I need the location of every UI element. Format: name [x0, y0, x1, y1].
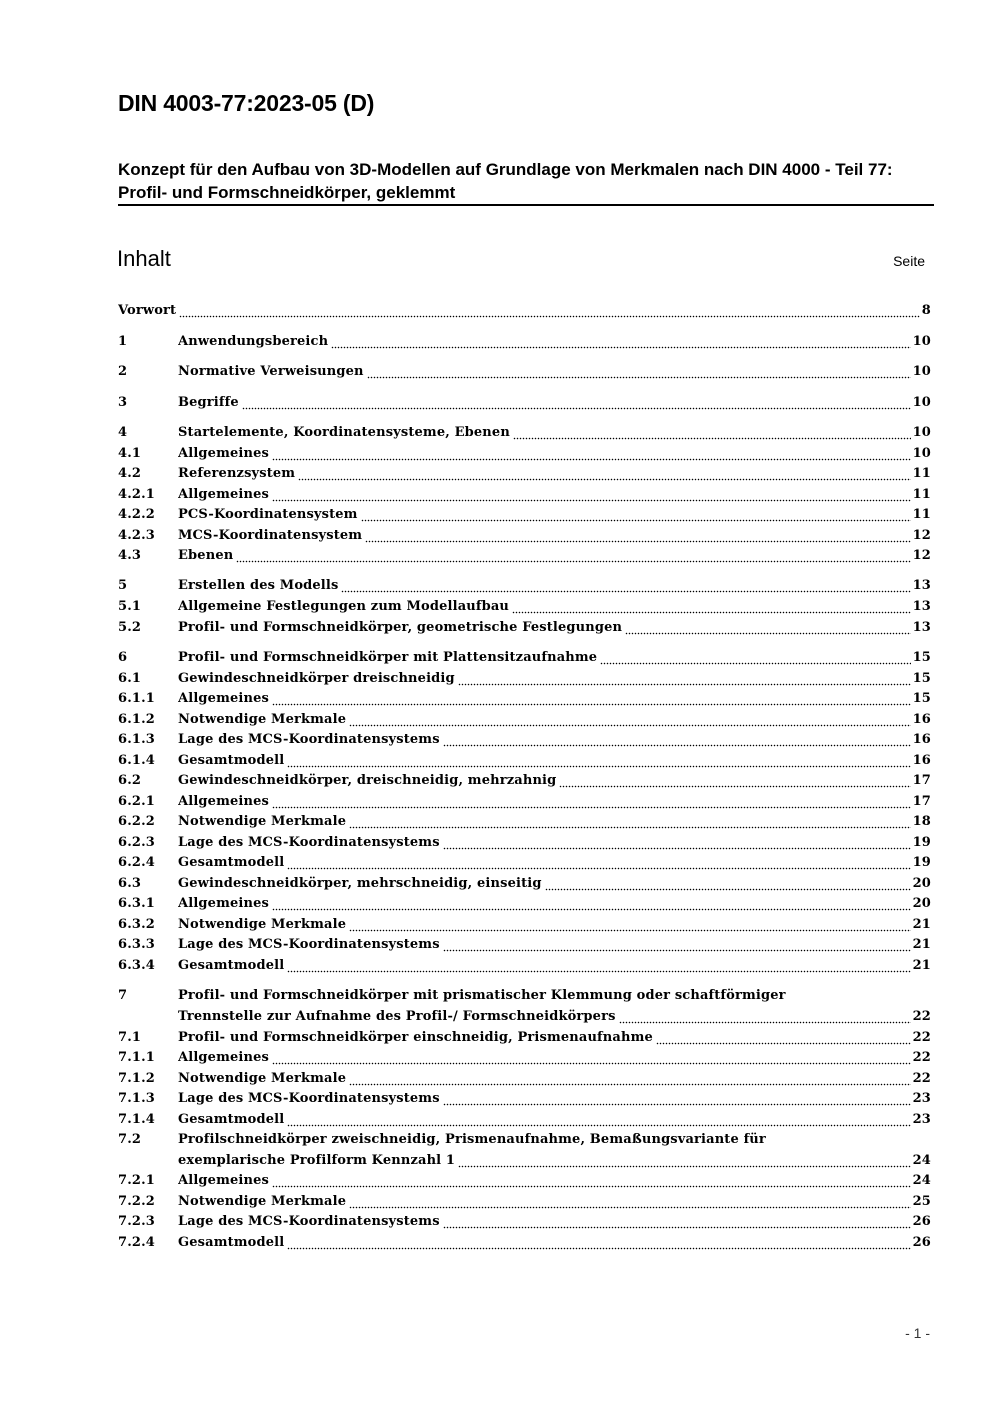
- toc-entry-number: 7.1.3: [118, 1091, 155, 1106]
- leader-dots: [287, 853, 910, 874]
- toc-entry-page: 22: [912, 1050, 931, 1065]
- toc-entry-number: 4.2: [118, 466, 142, 481]
- toc-entry[interactable]: [118, 1069, 931, 1090]
- toc-entry-title: Gesamtmodell: [178, 1235, 285, 1250]
- toc-entry[interactable]: [118, 485, 931, 506]
- toc-entry[interactable]: [118, 301, 931, 322]
- toc-page-column-label: Seite: [893, 253, 925, 269]
- leader-dots: [365, 526, 910, 547]
- leader-dots: [513, 423, 911, 444]
- leader-dots: [349, 1069, 910, 1090]
- leader-dots: [349, 710, 910, 731]
- toc-entry-number: 7.1.4: [118, 1112, 155, 1127]
- toc-entry-number: 4.2.3: [118, 528, 155, 543]
- toc-entry-title: Profil- und Formschneidkörper einschneidig, Prismenaufnahme: [178, 1030, 653, 1045]
- toc-entry-page: 12: [912, 528, 931, 543]
- toc-entry-number: 6.3.2: [118, 917, 155, 932]
- document-id: DIN 4003-77:2023-05 (D): [118, 90, 375, 116]
- toc-entry[interactable]: [118, 669, 931, 690]
- toc-entry-number: 4.2.1: [118, 487, 155, 502]
- toc-entry[interactable]: [118, 576, 931, 597]
- toc-entry-title: Notwendige Merkmale: [178, 814, 347, 829]
- toc-entry-title: Notwendige Merkmale: [178, 712, 347, 727]
- leader-dots: [600, 648, 910, 669]
- leader-dots: [242, 393, 911, 414]
- toc-entry-page: 23: [912, 1091, 931, 1106]
- toc-entry-number: 6.2.4: [118, 855, 155, 870]
- leader-dots: [272, 1048, 911, 1069]
- toc-entry-page: 13: [912, 620, 931, 635]
- toc-entry-title: Startelemente, Koordinatensysteme, Ebenen: [178, 425, 510, 440]
- toc-entry-title: Lage des MCS-Koordinatensystems: [178, 732, 440, 747]
- toc-entry-title: Gesamtmodell: [178, 1112, 285, 1127]
- toc-entry-page: 15: [912, 650, 931, 665]
- toc-entry-number: 6.2: [118, 773, 142, 788]
- toc-entry-page: 16: [912, 732, 931, 747]
- toc-entry-number: 7.1.2: [118, 1071, 155, 1086]
- toc-entry-number: 6.2.2: [118, 814, 155, 829]
- toc-entry-title: Notwendige Merkmale: [178, 1194, 347, 1209]
- toc-entry[interactable]: [118, 1048, 931, 1069]
- document-title: Konzept für den Aufbau von 3D-Modellen auf Grundlage von Merkmalen nach DIN 4000 - Teil 77: Profil- und Formschneidkörper, geklemmt: [118, 160, 893, 202]
- toc-entry[interactable]: [118, 956, 931, 977]
- toc-entry-title: Lage des MCS-Koordinatensystems: [178, 1091, 440, 1106]
- toc-entry-number: 2: [118, 364, 128, 379]
- toc-entry[interactable]: [118, 710, 931, 731]
- toc-entry[interactable]: [118, 689, 931, 710]
- page-number: - 1 -: [905, 1325, 930, 1341]
- toc-entry-title: Vorwort: [118, 303, 177, 318]
- toc-entry[interactable]: [118, 894, 931, 915]
- toc-entry-page: 20: [912, 896, 931, 911]
- leader-dots: [361, 505, 911, 526]
- toc-entry-page: 11: [912, 507, 931, 522]
- leader-dots: [559, 771, 910, 792]
- toc-entry[interactable]: [118, 444, 931, 465]
- toc-entry-number: 6.1.2: [118, 712, 155, 727]
- toc-entry-title: Erstellen des Modells: [178, 578, 339, 593]
- leader-dots: [349, 915, 910, 936]
- leader-dots: [287, 1233, 910, 1254]
- toc-entry[interactable]: [118, 526, 931, 547]
- toc-entry[interactable]: [118, 362, 931, 383]
- toc-entry-title: MCS-Koordinatensystem: [178, 528, 363, 543]
- toc-entry-title: Allgemeines: [178, 487, 269, 502]
- leader-dots: [443, 1089, 911, 1110]
- leader-dots: [272, 894, 911, 915]
- toc-entry[interactable]: [118, 833, 931, 854]
- table-of-contents: [118, 0, 931, 1403]
- leader-dots: [272, 444, 911, 465]
- toc-entry-page: 25: [912, 1194, 931, 1209]
- leader-dots: [458, 669, 911, 690]
- toc-entry-page: 23: [912, 1112, 931, 1127]
- toc-entry-title: Profilschneidkörper zweischneidig, Prismenaufnahme, Bemaßungsvariante für: [178, 1132, 766, 1147]
- toc-entry-number: 4.3: [118, 548, 142, 563]
- toc-entry-title: Allgemeines: [178, 1050, 269, 1065]
- toc-entry-number: 7.1.1: [118, 1050, 155, 1065]
- toc-entry-number: 6.1: [118, 671, 142, 686]
- toc-entry[interactable]: [118, 1233, 931, 1254]
- toc-entry[interactable]: [118, 935, 931, 956]
- toc-entry-number: 6.3.3: [118, 937, 155, 952]
- toc-entry[interactable]: [118, 1110, 931, 1131]
- leader-dots: [341, 576, 910, 597]
- toc-entry-title: Gesamtmodell: [178, 958, 285, 973]
- toc-entry[interactable]: [118, 771, 931, 792]
- toc-entry-page: 10: [912, 446, 931, 461]
- toc-entry[interactable]: [118, 915, 931, 936]
- toc-entry[interactable]: [118, 648, 931, 669]
- toc-entry-number: 4.2.2: [118, 507, 155, 522]
- leader-dots: [287, 1110, 910, 1131]
- leader-dots: [443, 833, 911, 854]
- toc-entry-number: 7.1: [118, 1030, 142, 1045]
- toc-entry[interactable]: [118, 874, 931, 895]
- toc-entry-page: 20: [912, 876, 931, 891]
- toc-entry-page: 16: [912, 712, 931, 727]
- toc-entry-page: 11: [912, 487, 931, 502]
- toc-entry-page: 22: [912, 1008, 931, 1024]
- leader-dots: [179, 301, 920, 322]
- leader-dots: [272, 485, 911, 506]
- toc-entry-page: 21: [912, 958, 931, 973]
- toc-entry-page: 21: [912, 937, 931, 952]
- toc-entry-title: Lage des MCS-Koordinatensystems: [178, 937, 440, 952]
- leader-dots: [619, 1007, 911, 1028]
- toc-entry-page: 22: [912, 1030, 931, 1045]
- toc-entry-title: Allgemeines: [178, 896, 269, 911]
- toc-entry-number: 5: [118, 578, 128, 593]
- toc-entry-title: Lage des MCS-Koordinatensystems: [178, 835, 440, 850]
- leader-dots: [272, 792, 911, 813]
- toc-entry[interactable]: [118, 751, 931, 772]
- leader-dots: [443, 730, 911, 751]
- leader-dots: [349, 812, 910, 833]
- toc-entry-page: 10: [912, 395, 931, 410]
- toc-entry-title: Notwendige Merkmale: [178, 917, 347, 932]
- toc-entry-title: Allgemeines: [178, 794, 269, 809]
- leader-dots: [272, 1171, 911, 1192]
- toc-entry-page: 22: [912, 1071, 931, 1086]
- toc-entry-title: Gewindeschneidkörper dreischneidig: [178, 671, 455, 686]
- leader-dots: [458, 1151, 910, 1172]
- toc-entry-number: 6.3: [118, 876, 142, 891]
- toc-entry-page: 26: [912, 1214, 931, 1229]
- toc-entry-title: Notwendige Merkmale: [178, 1071, 347, 1086]
- toc-entry-title: Gesamtmodell: [178, 855, 285, 870]
- toc-entry-title-continued: exemplarische Profilform Kennzahl 1: [178, 1152, 456, 1168]
- toc-entry-page: 18: [912, 814, 931, 829]
- toc-entry[interactable]: [118, 1192, 931, 1213]
- leader-dots: [298, 464, 910, 485]
- leader-dots: [656, 1028, 911, 1049]
- leader-dots: [443, 935, 911, 956]
- toc-entry-title: Begriffe: [178, 395, 239, 410]
- toc-entry-page: 24: [912, 1173, 931, 1188]
- toc-entry-number: 6: [118, 650, 128, 665]
- toc-entry-page: 21: [912, 917, 931, 932]
- toc-entry[interactable]: [118, 597, 931, 618]
- toc-entry[interactable]: [118, 730, 931, 751]
- leader-dots: [349, 1192, 910, 1213]
- toc-entry-number: 7.2.4: [118, 1235, 155, 1250]
- toc-entry-number: 6.3.1: [118, 896, 155, 911]
- leader-dots: [272, 689, 911, 710]
- toc-entry[interactable]: [118, 792, 931, 813]
- leader-dots: [625, 618, 910, 639]
- toc-entry-page: 17: [912, 773, 931, 788]
- toc-entry-page: 16: [912, 753, 931, 768]
- toc-entry-number: 6.1.1: [118, 691, 155, 706]
- toc-entry-page: 26: [912, 1235, 931, 1250]
- toc-entry-page: 10: [912, 334, 931, 349]
- toc-entry[interactable]: [118, 423, 931, 444]
- toc-entry[interactable]: [118, 332, 931, 353]
- toc-entry[interactable]: [118, 812, 931, 833]
- toc-entry-title: Allgemeines: [178, 446, 269, 461]
- toc-entry-number: 1: [118, 334, 128, 349]
- toc-entry-number: 6.1.4: [118, 753, 155, 768]
- toc-entry-number: 6.3.4: [118, 958, 155, 973]
- toc-entry-number: 4: [118, 425, 128, 440]
- toc-entry-page: 13: [912, 599, 931, 614]
- toc-entry-title: Allgemeines: [178, 691, 269, 706]
- leader-dots: [443, 1212, 911, 1233]
- toc-entry-title: Allgemeine Festlegungen zum Modellaufbau: [178, 599, 510, 614]
- leader-dots: [512, 597, 911, 618]
- toc-entry[interactable]: [118, 393, 931, 414]
- toc-entry-title: PCS-Koordinatensystem: [178, 507, 358, 522]
- leader-dots: [287, 956, 910, 977]
- toc-entry-title: Normative Verweisungen: [178, 364, 364, 379]
- toc-entry[interactable]: [118, 546, 931, 567]
- toc-entry-number: 4.1: [118, 446, 142, 461]
- toc-entry-title: Allgemeines: [178, 1173, 269, 1188]
- toc-entry-title: Profil- und Formschneidkörper mit prismatischer Klemmung oder schaftförmiger: [178, 988, 786, 1003]
- toc-entry-number: 5.1: [118, 599, 142, 614]
- leader-dots: [545, 874, 911, 895]
- toc-entry-title: Anwendungsbereich: [178, 334, 329, 349]
- toc-entry[interactable]: [118, 1089, 931, 1110]
- leader-dots: [236, 546, 910, 567]
- toc-entry-title: Gewindeschneidkörper, mehrschneidig, einseitig: [178, 876, 542, 891]
- toc-entry-page: 10: [912, 425, 931, 440]
- toc-entry-number: 7.2.2: [118, 1194, 155, 1209]
- toc-entry[interactable]: [118, 1130, 931, 1171]
- toc-entry[interactable]: [118, 505, 931, 526]
- toc-entry-number: 7: [118, 988, 128, 1003]
- toc-entry-page: 13: [912, 578, 931, 593]
- toc-entry-title: Profil- und Formschneidkörper mit Plattensitzaufnahme: [178, 650, 598, 665]
- toc-entry-title-continued: Trennstelle zur Aufnahme des Profil-/ Formschneidkörpers: [178, 1008, 616, 1024]
- toc-entry-number: 6.1.3: [118, 732, 155, 747]
- toc-entry-title: Referenzsystem: [178, 466, 296, 481]
- toc-entry-page: 8: [921, 303, 931, 318]
- toc-entry[interactable]: [118, 986, 931, 1027]
- toc-entry-number: 5.2: [118, 620, 142, 635]
- toc-entry-title: Ebenen: [178, 548, 234, 563]
- toc-entry-number: 7.2.1: [118, 1173, 155, 1188]
- toc-entry-page: 12: [912, 548, 931, 563]
- toc-entry-page: 24: [912, 1152, 931, 1168]
- toc-entry-page: 10: [912, 364, 931, 379]
- toc-entry-number: 6.2.3: [118, 835, 155, 850]
- toc-entry-number: 6.2.1: [118, 794, 155, 809]
- toc-entry-page: 19: [912, 855, 931, 870]
- toc-entry-title: Lage des MCS-Koordinatensystems: [178, 1214, 440, 1229]
- toc-entry[interactable]: [118, 1212, 931, 1233]
- toc-entry-page: 11: [912, 466, 931, 481]
- leader-dots: [331, 332, 910, 353]
- toc-entry[interactable]: [118, 1028, 931, 1049]
- leader-dots: [287, 751, 910, 772]
- toc-entry[interactable]: [118, 618, 931, 639]
- toc-entry-title: Profil- und Formschneidkörper, geometrische Festlegungen: [178, 620, 623, 635]
- toc-heading: Inhalt: [117, 246, 171, 271]
- toc-entry-page: 17: [912, 794, 931, 809]
- toc-entry[interactable]: [118, 464, 931, 485]
- toc-entry-page: 15: [912, 691, 931, 706]
- toc-entry-page: 15: [912, 671, 931, 686]
- toc-entry-title: Gewindeschneidkörper, dreischneidig, mehrzahnig: [178, 773, 557, 788]
- toc-entry-number: 3: [118, 395, 128, 410]
- toc-entry-title: Gesamtmodell: [178, 753, 285, 768]
- leader-dots: [367, 362, 911, 383]
- toc-entry-number: 7.2.3: [118, 1214, 155, 1229]
- toc-entry[interactable]: [118, 1171, 931, 1192]
- toc-entry-page: 19: [912, 835, 931, 850]
- toc-entry-number: 7.2: [118, 1132, 142, 1147]
- toc-entry[interactable]: [118, 853, 931, 874]
